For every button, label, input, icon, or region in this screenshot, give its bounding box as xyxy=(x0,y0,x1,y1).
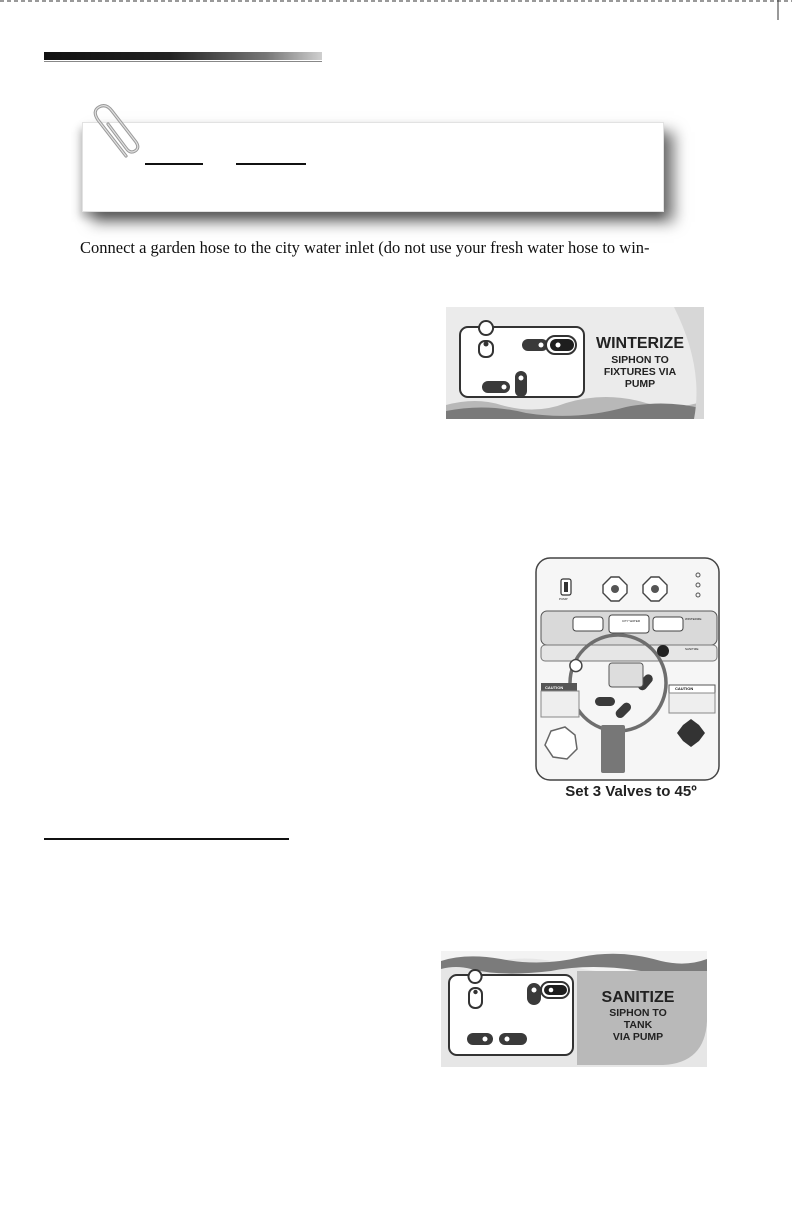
paperclip-icon xyxy=(86,100,146,164)
winterize-panel xyxy=(446,307,704,419)
section-divider xyxy=(44,838,289,840)
header-bar xyxy=(44,52,322,60)
sanitize-title: SANITIZE xyxy=(601,989,675,1006)
note-underline-1 xyxy=(145,163,203,165)
pump-label: PUMP xyxy=(559,597,568,601)
sanitize-panel xyxy=(441,951,707,1067)
caution-label-left: CAUTION xyxy=(545,685,564,690)
sanitize-label-small: SANITIZE xyxy=(685,647,699,651)
winterize-title: WINTERIZE xyxy=(596,335,684,352)
crop-mark-top xyxy=(0,0,792,20)
overview-caption: Set 3 Valves to 45º xyxy=(565,783,697,800)
city-water-label: CITY WATER xyxy=(621,619,641,623)
header-bar-underline xyxy=(44,61,322,62)
instruction-text: Connect a garden hose to the city water inlet (do not use your fresh water hose to win- xyxy=(80,238,650,257)
valve-icon xyxy=(469,970,482,1008)
note-box xyxy=(82,122,664,212)
winterize-subtitle: SIPHON TO FIXTURES VIA PUMP xyxy=(603,354,677,390)
note-underline-2 xyxy=(236,163,306,165)
sanitize-subtitle: SIPHON TO TANK VIA PUMP xyxy=(609,1007,667,1043)
control-panel-overview xyxy=(533,555,723,807)
control-panel-graphic xyxy=(533,555,723,783)
caution-label-right: CAUTION xyxy=(675,686,694,691)
winterize-label-small: WINTERIZE xyxy=(685,617,702,621)
